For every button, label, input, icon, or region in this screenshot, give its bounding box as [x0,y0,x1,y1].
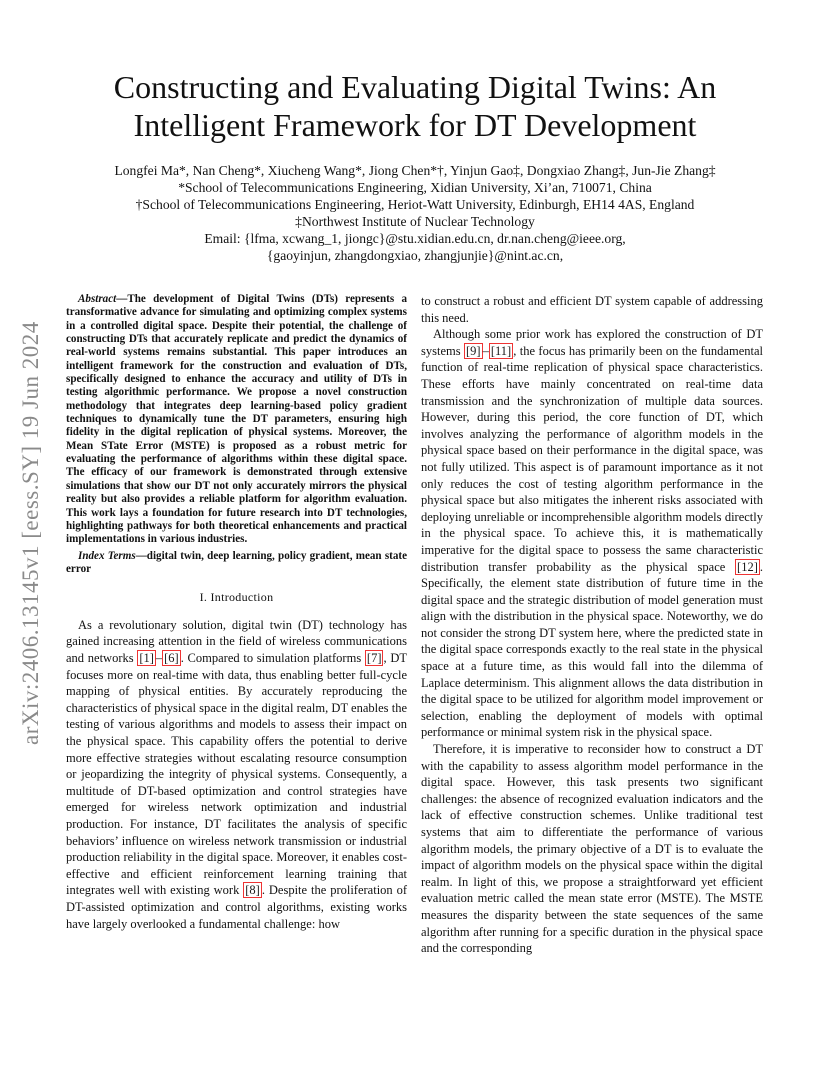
section-heading: I. Introduction [199,590,274,605]
author-names: Longfei Ma*, Nan Cheng*, Xiucheng Wang*, Jiong Chen*†, Yinjun Gao‡, Dongxiao Zhang‡, Jun-Jie Zhang‡ [114,163,716,178]
citation-link[interactable]: [1] [139,651,154,665]
citation-link[interactable]: [11] [490,343,512,358]
right-column [421,293,763,957]
author-block [50,162,780,264]
abstract-text: —The development of Digital Twins (DTs) represents a transformative advance for simulating and optimizing complex systems in a controlled digital space. Despite their potential, the challenge of constructing DTs that accurately replicate and predict the dynamics of real-world systems remains substantial. This paper introduces an intelligent framework for the construction and evaluation of DTs, specifically designed to enhance the accuracy and utility of DTs in testing algorithmic performance. We propose a novel construction methodology that integrates deep learning-based policy gradient techniques to dynamically tune the DT parameters, ensuring high fidelity in the digital replication of physical systems. Moreover, the Mean STate Error (MSTE) is proposed as a robust metric for evaluating the performance of algorithms within these digital space. The efficacy of our framework is demonstrated through extensive simulations that show our DT not only accurately mirrors the physical reality but also provides a reliable platform for algorithm evaluation. This work lays a foundation for future research into DT technologies, highlighting pathways for both theoretical enhancements and practical implementations in various industries. [66,293,407,546]
arxiv-stamp [6,0,56,1072]
abstract [66,293,407,576]
affiliation-1: *School of Telecommunications Engineering, Xidian University, Xi’an, 710071, China [178,180,652,195]
email-line-2: {gaoyinjun, zhangdongxiao, zhangjunjie}@nint.ac.cn, [266,248,564,263]
intro-paragraph-3: Therefore, it is imperative to reconsider how to construct a DT with the capability to assess algorithm model performance in the digital space. However, this task presents two significant challenges: the absence of recognized evaluation indicators and the lack of effective construction schemes. Unlike traditional test systems that aim to differentiate the performance of various algorithm models, the primary objective of a DT is to evaluate the impact of algorithm models on the physical space within the digital realm. In light of this, we propose a straightforward yet efficient evaluation metric called the mean state error (MSTE). The MSTE measures the disparity between the state sequences of the same algorithm after running for a specific duration in the physical space and the corresponding [421,742,763,956]
citation-link[interactable]: [6] [164,651,179,665]
intro-paragraph-1: As a revolutionary solution, digital twin (DT) technology has gained increasing attention in the field of wireless communications and networks [1] – [6] . Compared to simulation platforms [7] , DT focuses more on real-time with data, thus enabling better full-cycle mapping of physical entities. By accurately reproducing the characteristics of physical space in the digital realm, DT enables the testing of various algorithms and models to assess their impact on the physical space. This capability offers the potential to derive more effective strategies without escalating resource consumption or jeopardizing the integrity of physical systems. Consequently, a multitude of DT-based optimization and control strategies have emerged for wireless network optimization and industrial production. For instance, DT facilitates the analysis of specific behaviors’ influence on wireless network transmission or industrial production reliability in the digital space. Moreover, it enables cost-effective and efficient reinforcement learning training that integrates well with existing work [8] . Despite the proliferation of DT-assisted optimization and control algorithms, existing works have largely overlooked a fundamental challenge: how [66,617,408,931]
citation-link[interactable]: [7] [366,651,382,665]
paper-title [70,68,760,144]
abstract-label: Abstract [78,293,117,305]
title-line-1: Constructing and Evaluating Digital Twins: An [113,69,717,105]
citation-link[interactable]: [9] [466,343,481,358]
index-terms-label: Index Terms [78,549,136,562]
email-line-1: Email: {lfma, xcwang_1, jiongc}@stu.xidian.edu.cn, dr.nan.cheng@ieee.org, [204,231,626,246]
arxiv-id: arXiv:2406.13145v1 [eess.SY] 19 Jun 2024 [18,321,43,745]
intro-paragraph-2: Although some prior work has explored the construction of DT systems [9] – [11] , the focus has primarily been on the fundamental function of real-time replication of physical space characteristics. These efforts have mainly concentrated on real-time data transmission and the synchronization of multiple data sources. However, during this period, the core function of DT, which involves analyzing the performance of algorithm models in the physical space based on their performance in the digital space, was not fully utilized. This aspect is of paramount importance as it not only reduces the cost of testing algorithm performance in the physical space but also mitigates the inherent risks associated with deploying unreliable or incomprehensible algorithm models directly in the physical space. To achieve this, it is mathematically imperative for the digital space to possess the same characteristic distribution transfer probability as the physical space [12] . Specifically, the element state distribution of future time in the digital space and the strategic distribution of model generation must align with the distribution in the physical space. Noteworthy, we do not consider the strong DT system here, where the predicted state in the digital space corresponds exactly to the real state in the physical space at a future time, as this would fall into the dilemma of Laplace determinism. This alignment allows the data distribution in the digital space to be utilized for algorithm model improvement or selection, enabling the deployment of models with optimal performance or minimal system risk in the physical space. [421,327,763,740]
intro-paragraph-1-cont: to construct a robust and efficient DT system capable of addressing this need. [421,294,763,325]
index-terms-text: —digital twin, deep learning, policy gradient, mean state error [66,549,407,575]
title-line-2: Intelligent Framework for DT Development [133,107,697,143]
citation-link[interactable]: [12] [737,559,758,574]
affiliation-2: †School of Telecommunications Engineering, Heriot-Watt University, Edinburgh, EH14 4AS, England [135,197,695,212]
left-column [66,293,407,932]
affiliation-3: ‡Northwest Institute of Nuclear Technology [295,214,535,229]
citation-link[interactable]: [8] [245,883,260,898]
